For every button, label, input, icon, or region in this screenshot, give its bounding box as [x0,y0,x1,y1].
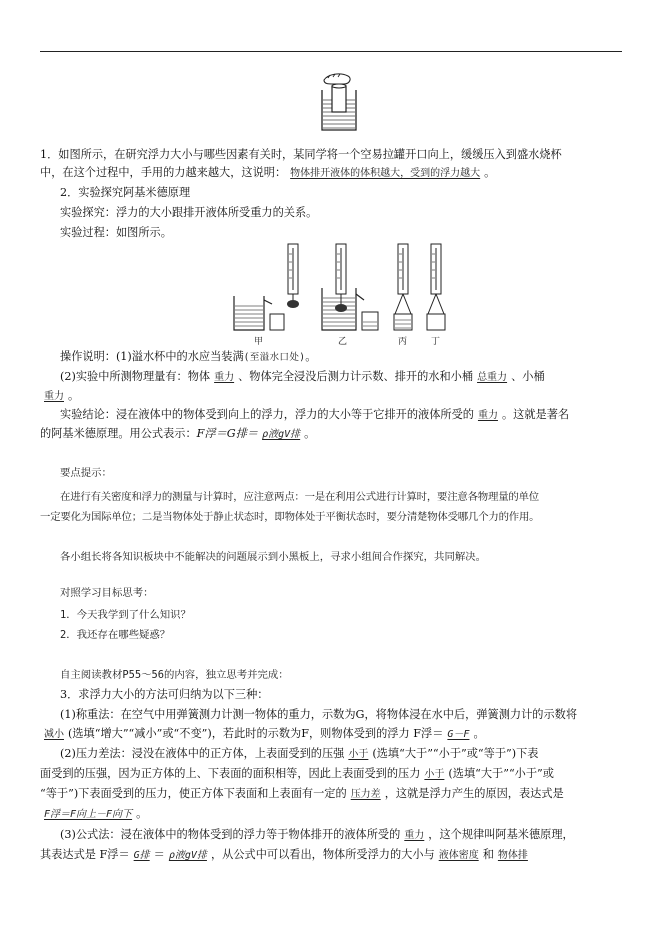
conclusion-text-d: 。 [304,427,316,440]
q1-text-a: 1．如图所示，在研究浮力大小与哪些因素有关时，某同学将一个空易拉罐开口向上，缓缓压入到盛水烧杯 [40,148,562,161]
conclusion-text-c: 的阿基米德原理。用公式表示： [40,427,197,440]
method2-text-c: 面受到的压强，因为正方体的上、下表面的面积相等，因此上表面受到的压力 [40,767,421,780]
q3-method2-line3 [40,787,622,802]
blank-g-minus-f: G－F [447,729,470,740]
conclusion-text-b: 。这就是著名 [501,408,570,421]
formula-prefix: F浮＝G排＝ [196,427,259,440]
fig-ding [427,244,445,330]
q3-method2-line1 [60,747,622,762]
blank-bucket-weight: 重力 [44,391,64,402]
label-yi: 乙 [338,337,348,347]
reading-instruction-text: 自主阅读教材P55～56的内容，独立思考并完成： [60,669,289,681]
label-bing: 丙 [398,337,408,347]
op-note-hw: (至溢水口处) [243,352,306,363]
fig-jia [234,244,299,330]
measure-text-b: 、物体完全浸没后测力计示数、排开的水和小桶 [238,370,474,383]
q2-exp [60,206,622,220]
method1-text-c: 。 [473,727,485,740]
op-note [60,350,622,365]
answer-blank: 物体排开液体的体积越大，受到的浮力越大 [290,168,481,179]
measure-text-c: 、小桶 [511,370,545,383]
fig-bing [394,244,412,330]
reflect-q1-text: 1．今天我学到了什么知识？ [60,609,191,621]
method2-text-b: (选填“大于”“小于”或“等于”)下表 [372,747,539,760]
q3-title-text: 3．求浮力大小的方法可归纳为以下三种： [60,688,269,701]
method2-text-e: “等于”)下表面受到的压力，使正方体下表面和上表面有一定的 [40,787,347,800]
method2-text-f: ，这就是浮力产生的原因，表达式是 [384,787,564,800]
blank-pressure-diff: 压力差 [350,789,381,800]
blank-less-than-2: 小于 [424,769,445,780]
blank-g-pai: G排 [133,850,150,861]
reading-instruction [60,668,642,682]
reflect-q2 [60,628,642,642]
key-points-text-a: 在进行有关密度和浮力的测量与计算时，应注意两点：一是在利用公式进行计算时，要注意各物理量的单位 [60,491,539,503]
blank-total-weight: 总重力 [477,372,508,383]
q2-title: 2．实验探究阿基米德原理 [60,186,191,199]
q3-method2-line4 [40,807,622,822]
label-ding: 丁 [431,337,441,347]
header-rule [40,51,622,52]
method3-text-a: (3)公式法：浸在液体中的物体受到的浮力等于物体排开的液体所受的 [60,828,401,841]
op-note-end: 。 [305,350,317,363]
op-note-text: 操作说明：(1)溢水杯中的水应当装满 [60,350,244,363]
group-note [60,550,642,564]
reflect-q1 [60,608,642,622]
q3-method3-line1 [60,828,622,843]
q1-line2 [40,166,622,181]
key-points-title-text: 要点提示： [60,467,112,479]
method3-text-b: ，这个规律叫阿基米德原理， [428,828,574,841]
measure-text-a: (2)实验中所测物理量有：物体 [60,370,211,383]
q2-proc [60,226,622,240]
measure-line2 [40,389,622,404]
method2-text-a: (2)压力差法：浸没在液体中的正方体，上表面受到的压强 [60,747,345,760]
q3-method3-line2 [40,848,622,863]
q1-line1 [40,148,622,162]
blank-object-volume: 物体排 [497,850,528,861]
q2-proc-text: 实验过程：如图所示。 [60,226,172,239]
q3-method1-line2 [40,727,622,742]
q3-method2-line2 [40,767,622,782]
method1-text-a: (1)称重法：在空气中用弹簧测力计测一物体的重力，示数为G，将物体浸在水中后，弹簧测力计的示数将 [60,708,578,721]
q1-text-b: 中，在这个过程中，手用的力越来越大，这说明： [40,166,287,179]
q1-text-c: 。 [484,166,496,179]
conclusion-line1 [60,408,622,423]
measure-text-d: 。 [68,389,80,402]
archimedes-experiment-figure [226,240,458,348]
key-points-text-b: 一定要化为国际单位；二是当物体处于静止状态时，即物体处于平衡状态时，要分清楚物体受哪几个力的作用。 [40,511,540,523]
blank-weight-2: 重力 [404,830,425,841]
method3-text-c: 其表达式是 F浮＝ [40,848,130,861]
key-points-title [60,466,642,480]
method2-text-g: 。 [136,807,148,820]
conclusion-line2 [40,427,622,442]
key-points-line1 [60,490,622,504]
conclusion-text-a: 实验结论：浸在液体中的物体受到向上的浮力，浮力的大小等于它排开的液体所受的 [60,408,474,421]
q2-exp-text: 实验探究：浮力的大小跟排开液体所受重力的关系。 [60,206,318,219]
q3-method1-line1 [60,708,622,722]
blank-less-than-1: 小于 [348,749,369,760]
blank-rho-g-v: ρ液gV排 [168,850,207,861]
method2-text-d: (选填“大于”“小于”或 [448,767,554,780]
key-points-line2 [40,510,622,524]
blank-weight: 重力 [214,372,235,383]
measure-line1 [60,370,622,385]
label-jia: 甲 [254,337,264,347]
reflect-title-text: 对照学习目标思考： [60,587,154,599]
q3-title [60,688,622,702]
blank-formula: ρ液gV排 [262,429,301,440]
q2-heading [60,186,622,200]
can-in-beaker-figure [314,72,364,134]
group-note-text: 各小组长将各知识板块中不能解决的问题展示到小黑板上，寻求小组间合作探究，共同解决。 [60,551,487,563]
blank-density: 液体密度 [438,850,479,861]
blank-gravity: 重力 [477,410,498,421]
reflect-q2-text: 2．我还存在哪些疑惑？ [60,629,171,641]
blank-force-expression: F浮＝F向上－F向下 [44,809,133,820]
method3-and: 和 [482,848,494,861]
method1-text-b: (选填“增大”“减小”或“不变”)，若此时的示数为F，则物体受到的浮力 F浮＝ [68,727,444,740]
reflect-title [60,586,642,600]
method3-eq: ＝ [153,848,165,861]
blank-decrease: 减小 [44,729,64,740]
method3-text-d: ，从公式中可以看出，物体所受浮力的大小与 [210,848,435,861]
fig-yi [322,244,378,330]
